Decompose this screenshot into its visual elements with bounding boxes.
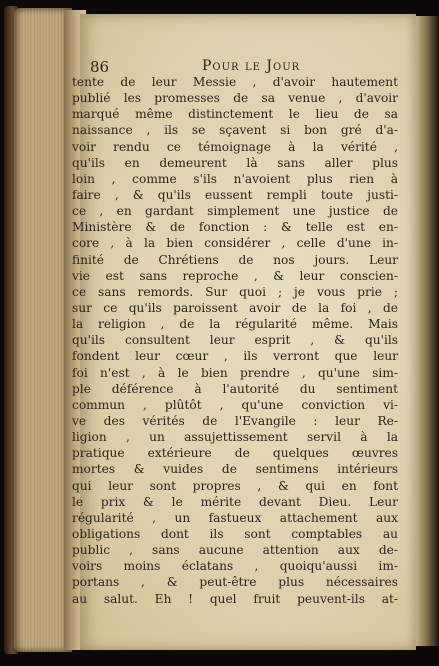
text-line: loin , comme s'ils n'avoient plus rien à <box>72 171 398 186</box>
facing-page-edge <box>416 16 439 646</box>
text-line: naissance , ils se sçavent si bon gré d'a- <box>72 123 398 138</box>
text-line: qu'ils consultent leur esprit , & qu'ils <box>72 333 398 348</box>
text-line: mortes & vuides de sentimens intérieurs <box>72 462 398 477</box>
text-line: voir rendu ce témoignage à la vérité , <box>72 139 398 154</box>
text-line: vie est sans reproche , & leur conscien- <box>72 268 398 283</box>
text-line: tente de leur Messie , d'avoir hautement <box>72 75 398 89</box>
text-line: pratique extérieure de quelques œuvres <box>72 446 398 461</box>
text-line: Ministère & de fonction : & telle est en- <box>72 220 398 235</box>
text-line: voirs moins éclatans , quoiqu'aussi im- <box>72 559 398 574</box>
text-line: commun , plûtôt , qu'une conviction vi- <box>72 397 398 412</box>
text-line: ligion , un assujettissement servil à la <box>72 430 398 445</box>
text-line: faire , & qu'ils eussent rempli toute justi- <box>72 187 398 202</box>
text-line: publié les promesses de sa venue , d'avoir <box>72 91 398 106</box>
text-line: public , sans aucune attention aux de- <box>72 543 398 558</box>
text-line: ce sans remords. Sur quoi ; je vous prie ; <box>72 284 398 299</box>
text-line: qui leur sont propres , & qui en font <box>72 478 398 493</box>
page-number: 86 <box>90 58 110 76</box>
text-line: au salut. Eh ! quel fruit peuvent-ils at- <box>72 591 398 606</box>
text-line: le prix & le mérite devant Dieu. Leur <box>72 494 398 509</box>
text-line: foi n'est , à le bien prendre , qu'une sim- <box>72 365 398 380</box>
text-line: ple déférence à l'autorité du sentiment <box>72 381 398 396</box>
body-text <box>72 74 398 607</box>
text-line: régularité , un fastueux attachement aux <box>72 510 398 525</box>
running-head: Pour le Jour <box>202 58 301 74</box>
text-line: fondent leur cœur , ils verront que leur <box>72 349 398 364</box>
text-line: la religion , de la régularité même. Mais <box>72 317 398 332</box>
text-line: qu'ils en demeurent là sans aller plus <box>72 155 398 170</box>
text-line: finité de Chrétiens de nos jours. Leur <box>72 252 398 267</box>
text-line: obligations dont ils sont comptables au <box>72 526 398 541</box>
text-line: sur ce qu'ils paroissent avoir de la foi , de <box>72 300 398 315</box>
text-line: portans , & peut-être plus nécessaires <box>72 575 398 590</box>
text-line: ve des vérités de l'Evangile : leur Re- <box>72 413 398 428</box>
text-line: core , à la bien considérer , celle d'une in- <box>72 236 398 251</box>
text-line: marqué même distinctement le lieu de sa <box>72 107 398 122</box>
text-line: ce , en gardant simplement une justice de <box>72 204 398 219</box>
